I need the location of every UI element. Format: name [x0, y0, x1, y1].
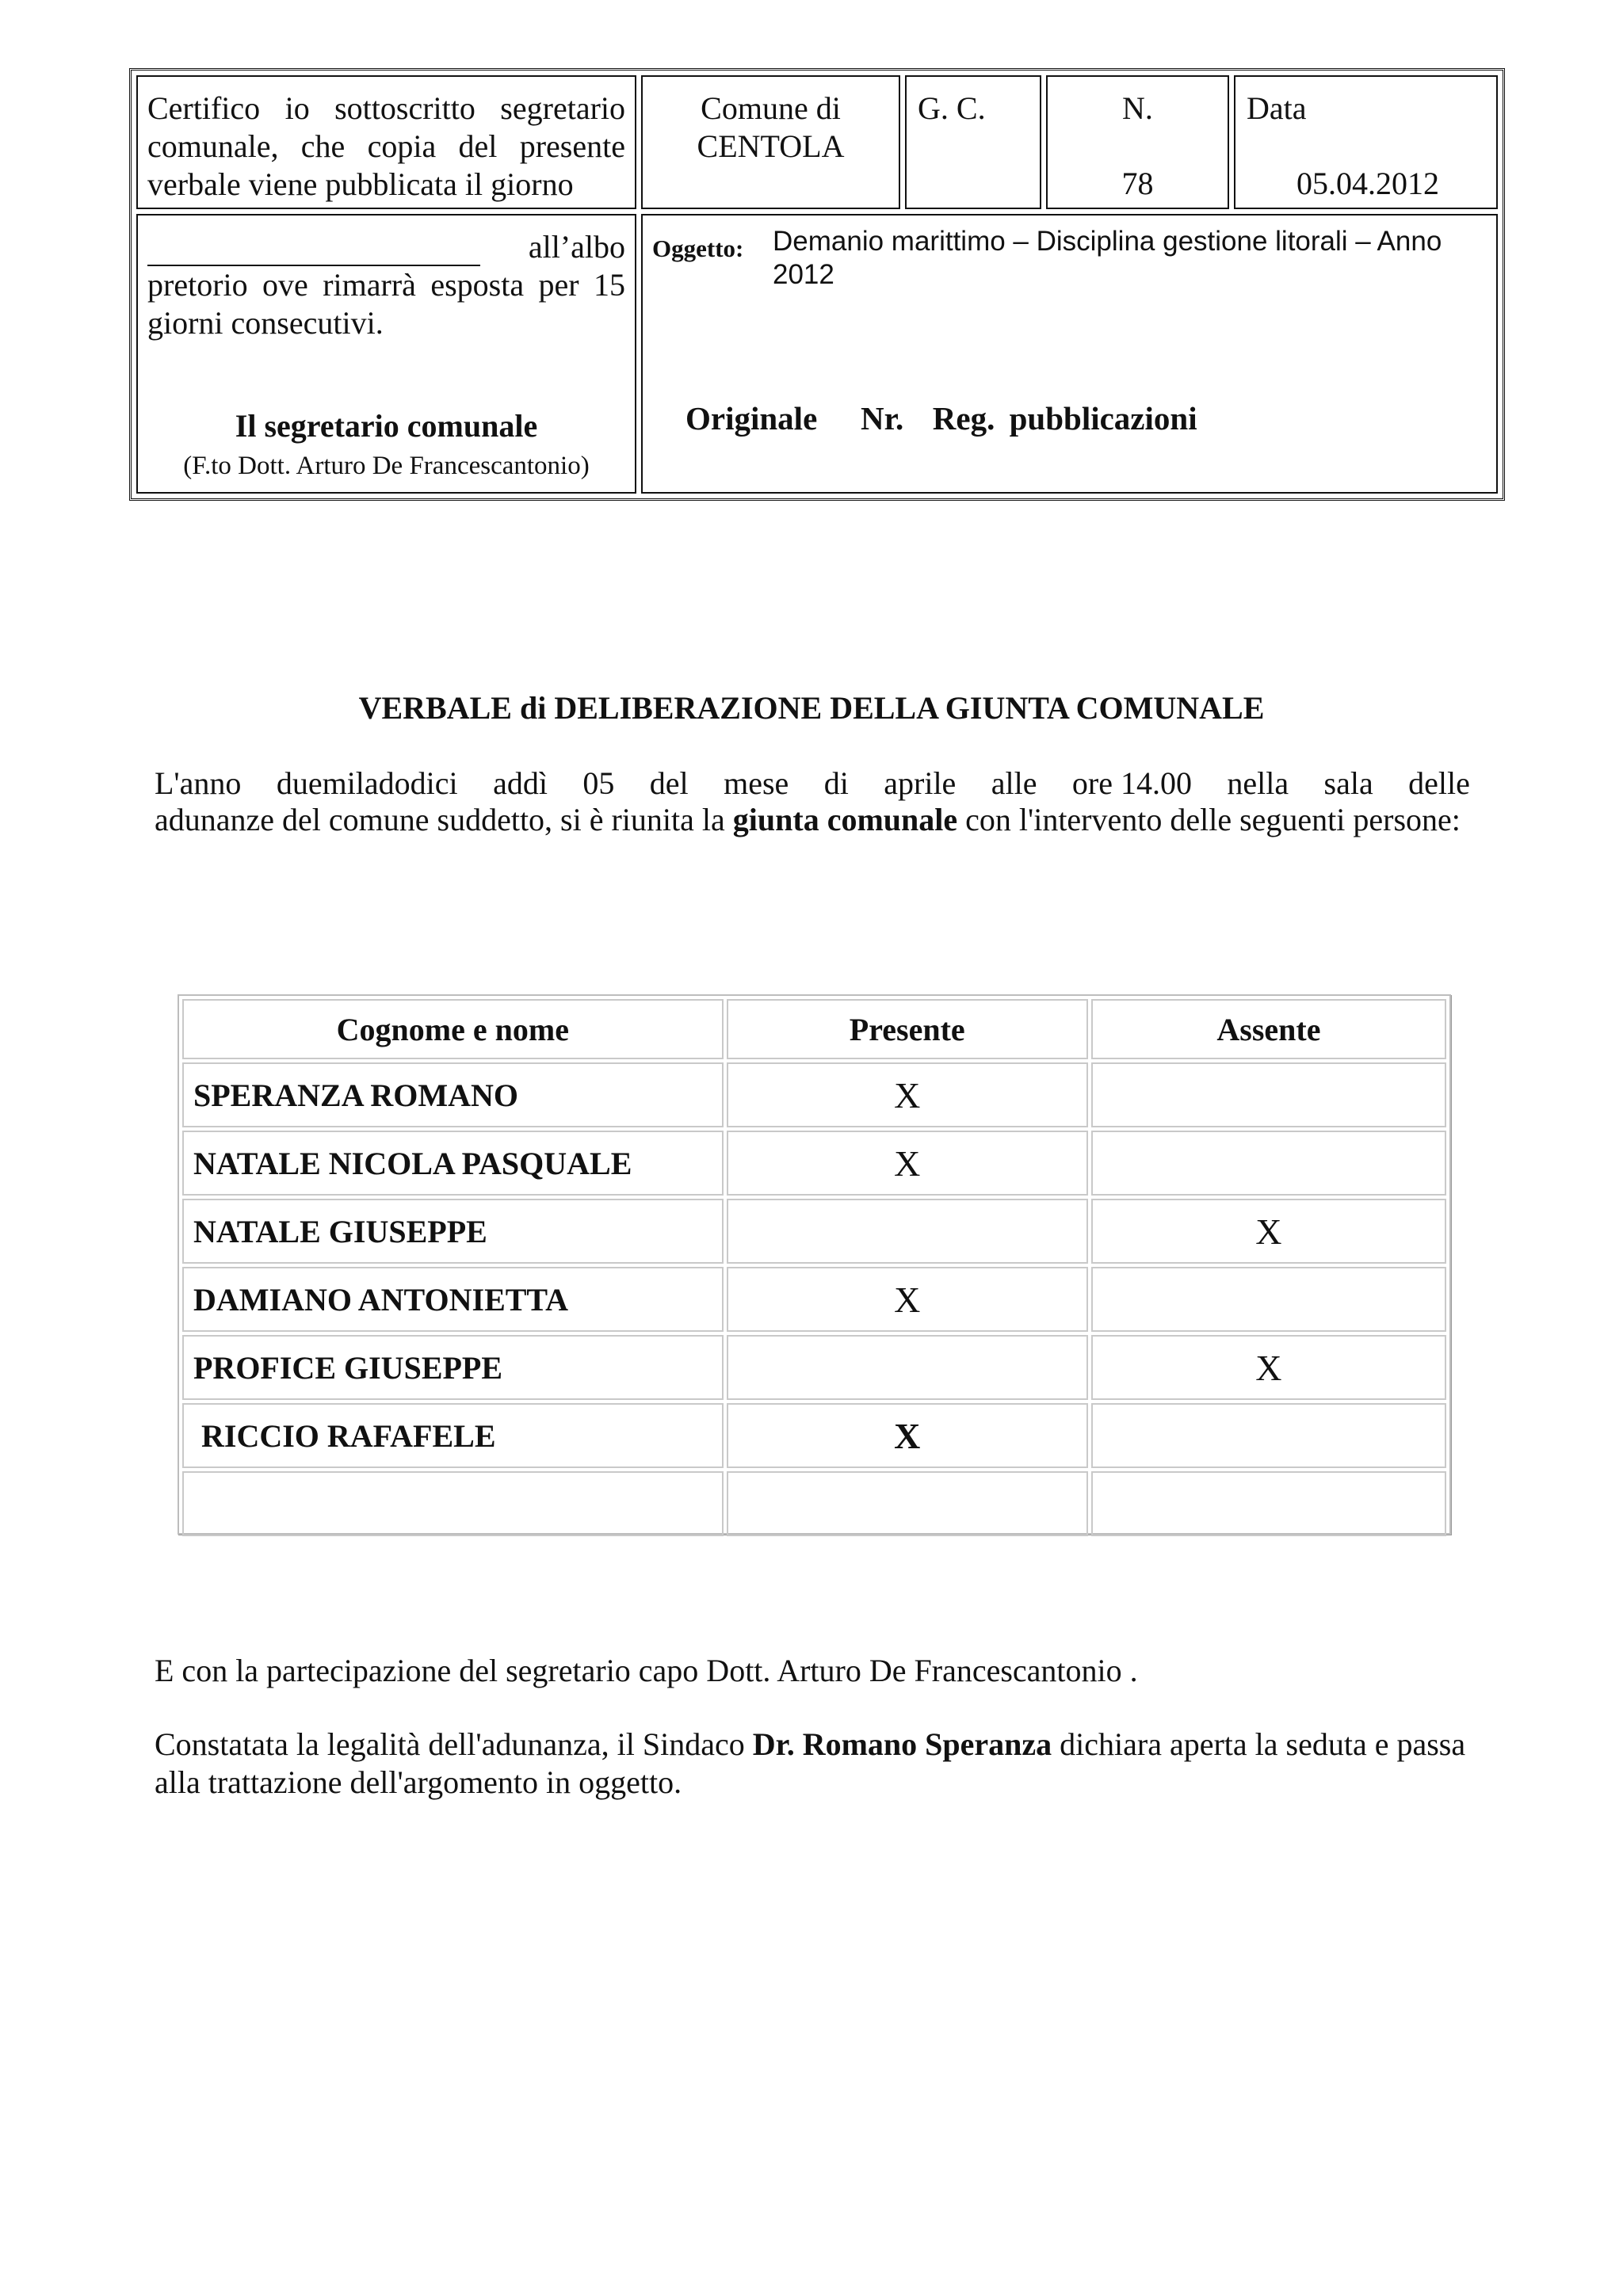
- intro-word: L'anno: [155, 765, 242, 801]
- assente-mark: [1091, 1471, 1446, 1536]
- intro-word: delle: [1408, 765, 1470, 801]
- number-cell: [1046, 75, 1229, 209]
- constatata-text: dichiara aperta la seduta e passa alla trattazione dell'argomento in oggetto.: [155, 1726, 1466, 1800]
- intro-word: del: [649, 765, 689, 801]
- constatata-text: Constatata la legalità dell'adunanza, il Sindaco: [155, 1726, 753, 1762]
- assente-mark: [1091, 1062, 1446, 1127]
- assente-mark: X: [1091, 1335, 1446, 1400]
- intro-word: aprile: [884, 765, 957, 801]
- oggetto-cell: [641, 214, 1498, 494]
- intro-word: di: [823, 765, 849, 801]
- intro-text: adunanze del comune suddetto, si è riunita la: [155, 802, 733, 837]
- gc-cell: [905, 75, 1041, 209]
- date-label: Data: [1247, 90, 1307, 126]
- comune-label: Comune di: [701, 90, 841, 126]
- member-name: RICCIO RAFAFELE: [182, 1403, 724, 1468]
- header-name: Cognome e nome: [182, 999, 724, 1059]
- table-row: [182, 1335, 1446, 1400]
- oggetto-text: Demanio marittimo – Disciplina gestione litorali – Anno 2012: [773, 226, 1442, 290]
- oggetto-label: Oggetto:: [652, 235, 744, 262]
- assente-mark: [1091, 1267, 1446, 1332]
- table-row: [182, 1131, 1446, 1196]
- albo-cell: [136, 214, 636, 494]
- number-label: N.: [1122, 90, 1153, 126]
- assente-mark: [1091, 1403, 1446, 1468]
- comune-cell: [641, 75, 900, 209]
- signature-name: (F.to Dott. Arturo De Francescantonio): [183, 452, 590, 480]
- header-assente: Assente: [1091, 999, 1446, 1059]
- number-value: 78: [1121, 166, 1154, 201]
- header-presente: Presente: [727, 999, 1088, 1059]
- presente-mark: X: [727, 1062, 1088, 1127]
- presente-mark: X: [727, 1403, 1088, 1468]
- table-row: [182, 1403, 1446, 1468]
- date-blank-line: [147, 236, 480, 266]
- member-name: NATALE NICOLA PASQUALE: [182, 1131, 724, 1196]
- assente-mark: X: [1091, 1199, 1446, 1264]
- albo-first-line: [147, 228, 625, 266]
- date-value: 05.04.2012: [1296, 166, 1439, 201]
- date-cell: [1234, 75, 1498, 209]
- albo-suffix: all’albo: [528, 229, 625, 265]
- member-name: [182, 1471, 724, 1536]
- signature-title: Il segretario comunale: [235, 408, 538, 444]
- comune-name: CENTOLA: [697, 128, 845, 164]
- table-row: [182, 1267, 1446, 1332]
- attendance-table: [178, 994, 1451, 1535]
- certification-line: Certifico io sottoscritto segretario: [147, 90, 625, 126]
- intro-paragraph: [155, 765, 1470, 838]
- table-row: [182, 1471, 1446, 1536]
- certification-line: comunale, che copia del presente: [147, 128, 625, 164]
- assente-mark: [1091, 1131, 1446, 1196]
- presente-mark: [727, 1471, 1088, 1536]
- certification-cell: [136, 75, 636, 209]
- presente-mark: [727, 1199, 1088, 1264]
- albo-line: giorni consecutivi.: [147, 305, 384, 341]
- originale-label: Originale Nr. Reg. pubblicazioni: [685, 400, 1197, 437]
- header-box: [129, 68, 1505, 501]
- certification-line: verbale viene pubblicata il giorno: [147, 166, 574, 202]
- presente-mark: [727, 1335, 1088, 1400]
- presente-mark: X: [727, 1131, 1088, 1196]
- member-name: DAMIANO ANTONIETTA: [182, 1267, 724, 1332]
- member-name: NATALE GIUSEPPE: [182, 1199, 724, 1264]
- intro-word: ore 14.00: [1071, 765, 1192, 801]
- presente-mark: X: [727, 1267, 1088, 1332]
- intro-first-line: [155, 765, 1470, 802]
- albo-line: pretorio ove rimarrà esposta per 15: [147, 267, 625, 303]
- constatata-paragraph: [155, 1726, 1470, 1802]
- intro-word: duemiladodici: [276, 765, 458, 801]
- document-title: VERBALE di DELIBERAZIONE DELLA GIUNTA COMUNALE: [358, 690, 1265, 726]
- giunta-comunale-bold: giunta comunale: [732, 802, 958, 837]
- partecipazione-paragraph: E con la partecipazione del segretario capo Dott. Arturo De Francescantonio .: [155, 1653, 1138, 1688]
- intro-text: con l'intervento delle seguenti persone:: [957, 802, 1461, 837]
- gc-label: G. C.: [918, 90, 986, 126]
- table-row: [182, 1199, 1446, 1264]
- member-name: PROFICE GIUSEPPE: [182, 1335, 724, 1400]
- intro-rest: [155, 802, 1470, 838]
- intro-word: sala: [1323, 765, 1373, 801]
- intro-word: nella: [1227, 765, 1289, 801]
- intro-word: mese: [724, 765, 789, 801]
- intro-word: alle: [991, 765, 1037, 801]
- table-header-row: [182, 999, 1446, 1059]
- intro-word: 05: [582, 765, 615, 801]
- table-row: [182, 1062, 1446, 1127]
- member-name: SPERANZA ROMANO: [182, 1062, 724, 1127]
- intro-word: addì: [493, 765, 548, 801]
- sindaco-name-bold: Dr. Romano Speranza: [752, 1726, 1052, 1762]
